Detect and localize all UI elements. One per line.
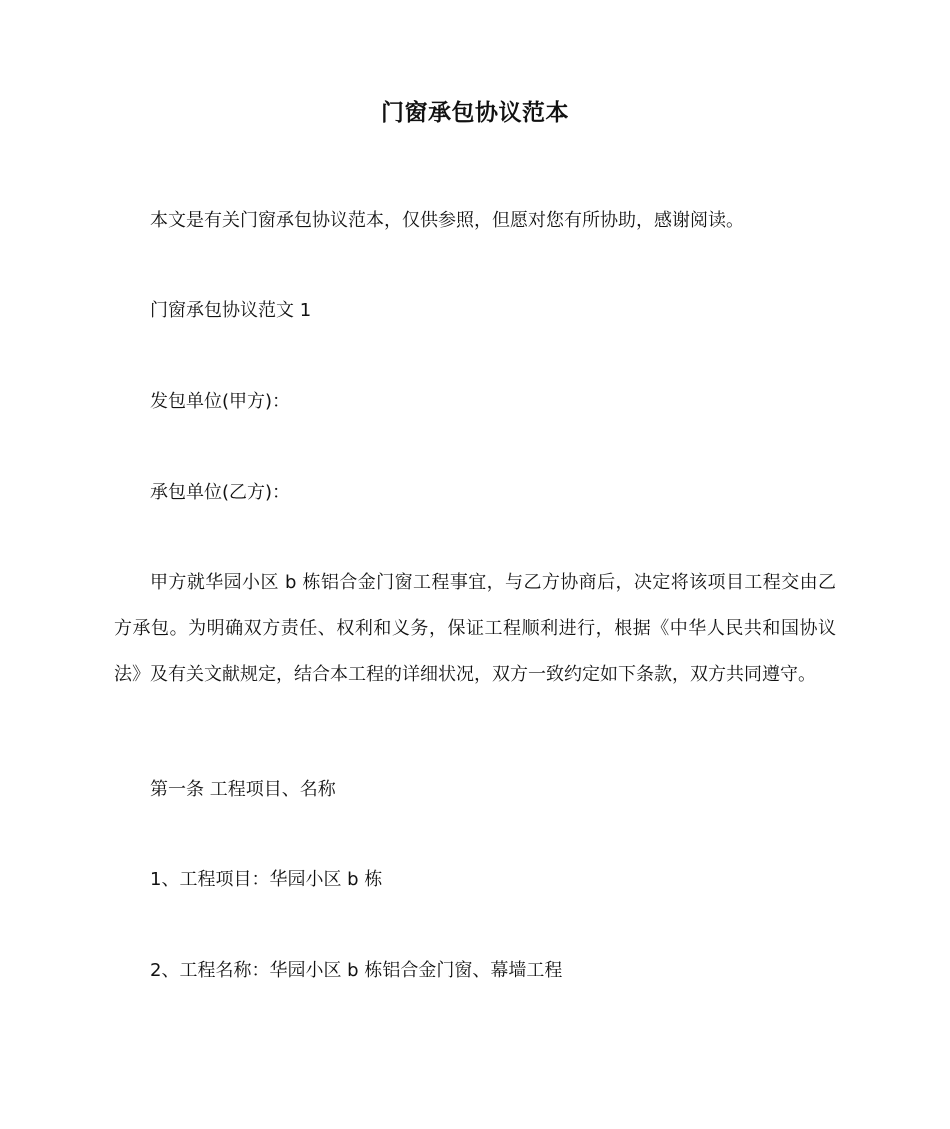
agreement-body-paragraph (114, 570, 836, 708)
section-heading: 门窗承包协议范文 1 (150, 300, 312, 321)
item-2-line: 2、工程名称：华园小区 b 栋铝合金门窗、幕墙工程 (150, 960, 563, 981)
party-b-line: 承包单位(乙方)： (150, 482, 291, 503)
article-1-heading: 第一条 工程项目、名称 (150, 779, 336, 800)
body-line: 法》及有关文献规定，结合本工程的详细状况，双方一致约定如下条款，双方共同遵守。 (114, 664, 816, 685)
body-line: 甲方就华园小区 b 栋铝合金门窗工程事宜，与乙方协商后，决定将该项目工程交由乙 (150, 572, 836, 593)
party-a-line: 发包单位(甲方)： (150, 391, 291, 412)
intro-paragraph: 本文是有关门窗承包协议范本，仅供参照，但愿对您有所协助，感谢阅读。 (150, 210, 744, 231)
item-1-line: 1、工程项目：华园小区 b 栋 (150, 869, 383, 890)
body-line: 方承包。为明确双方责任、权利和义务，保证工程顺利进行，根据《中华人民共和国协议 (114, 618, 836, 639)
document-title: 门窗承包协议范本 (381, 100, 569, 126)
